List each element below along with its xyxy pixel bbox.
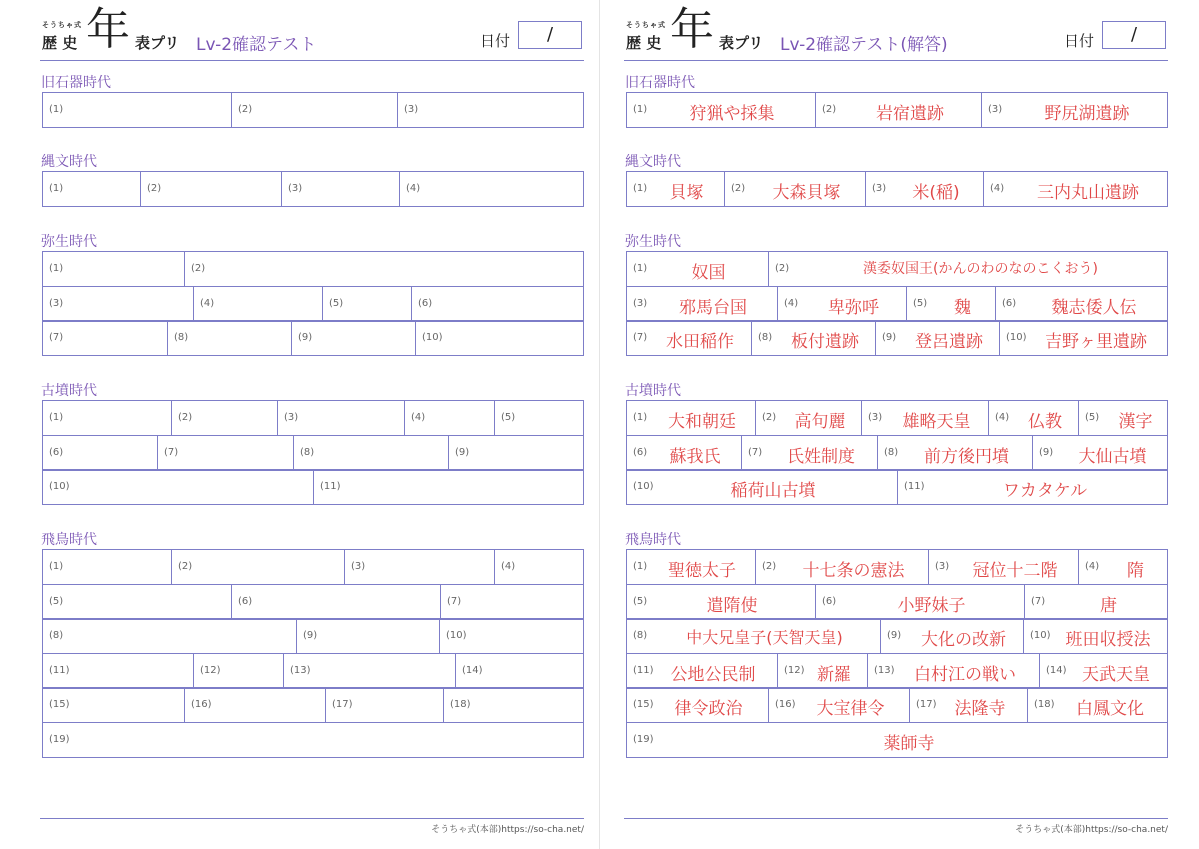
answer-text: 高句麗 [794, 412, 846, 432]
brand-reki: 歴 史 [626, 34, 662, 52]
question-number: (11) [904, 481, 925, 493]
answer-text: 冠位十二階 [972, 561, 1058, 581]
answer-cell[interactable] [880, 619, 1023, 653]
answer-cell[interactable] [724, 172, 865, 206]
answer-cell[interactable] [755, 550, 928, 584]
answer-cell[interactable] [411, 287, 585, 321]
question-number: (1) [633, 104, 648, 115]
question-number: (7) [1031, 595, 1046, 607]
footer-rule [40, 818, 584, 819]
test-title: Lv-2確認テスト(解答) [780, 35, 948, 55]
answer-cell[interactable] [439, 619, 585, 653]
answer-cell[interactable] [627, 321, 751, 355]
answer-text: 奴国 [691, 263, 726, 283]
brand-nen: 年 [86, 4, 130, 55]
question-number: (17) [332, 699, 353, 711]
question-number: (4) [411, 412, 426, 423]
question-number: (4) [784, 297, 799, 309]
question-number: (2) [191, 263, 206, 274]
era-title: 弥生時代 [41, 234, 97, 250]
answer-text: 稲荷山古墳 [730, 481, 816, 502]
answer-cell[interactable] [909, 688, 1027, 722]
question-number: (8) [174, 332, 189, 344]
answer-text: ワカタケル [1002, 481, 1088, 502]
answer-cell[interactable] [865, 172, 983, 206]
question-number: (5) [501, 412, 516, 423]
answer-cell[interactable] [777, 287, 906, 321]
question-number: (2) [731, 183, 746, 194]
answer-text: 魏志倭人伝 [1051, 297, 1137, 318]
answer-sheet [624, 0, 1184, 849]
question-number: (7) [447, 595, 462, 607]
answer-row [626, 251, 1168, 287]
answer-cell[interactable] [627, 401, 755, 435]
footer-credit: そうちゃ式(本部)https://so-cha.net/ [431, 825, 584, 835]
question-number: (11) [320, 481, 341, 493]
answer-cell[interactable] [627, 436, 741, 470]
answer-cell[interactable] [283, 654, 455, 688]
era-title: 縄文時代 [625, 154, 681, 170]
answer-cell[interactable] [741, 436, 877, 470]
answer-text: 卑弥呼 [828, 297, 879, 318]
answer-cell[interactable] [995, 287, 1169, 321]
test-sheet [40, 0, 600, 849]
answer-cell[interactable] [988, 401, 1078, 435]
answer-row [42, 687, 584, 723]
answer-cell[interactable] [281, 172, 399, 206]
question-number: (3) [49, 297, 64, 309]
answer-text: 隋 [1127, 561, 1144, 581]
question-number: (2) [147, 183, 162, 194]
answer-text: 登呂遺跡 [915, 332, 983, 353]
answer-text: 雄略天皇 [902, 412, 971, 432]
answer-cell[interactable] [171, 401, 277, 435]
answer-cell[interactable] [140, 172, 281, 206]
answer-text: 仏教 [1028, 412, 1062, 432]
question-number: (4) [200, 297, 215, 309]
question-number: (1) [49, 412, 64, 423]
era-title: 旧石器時代 [41, 75, 111, 91]
answer-row [42, 469, 584, 505]
answer-cell[interactable] [983, 172, 1169, 206]
answer-cell[interactable] [231, 93, 397, 127]
answer-cell[interactable] [184, 688, 325, 722]
question-number: (9) [455, 446, 470, 458]
answer-cell[interactable] [455, 654, 585, 688]
answer-cell[interactable] [1024, 585, 1169, 619]
answer-cell[interactable] [755, 401, 861, 435]
question-number: (9) [1039, 446, 1054, 458]
answer-row [42, 92, 584, 128]
era-title: 古墳時代 [41, 383, 97, 399]
answer-cell[interactable] [897, 470, 1169, 504]
answer-text: 米(稲) [912, 183, 960, 203]
answer-row [626, 286, 1168, 322]
question-number: (2) [822, 104, 837, 115]
question-number: (5) [913, 297, 928, 309]
question-number: (3) [988, 104, 1003, 115]
question-number: (13) [874, 664, 895, 676]
answer-cell[interactable] [43, 723, 585, 757]
answer-cell[interactable] [184, 252, 585, 286]
question-number: (13) [290, 664, 311, 676]
brand-kana: そうちゃ式 [626, 21, 666, 29]
answer-cell[interactable] [1078, 550, 1169, 584]
question-number: (2) [178, 412, 193, 423]
question-number: (8) [884, 446, 899, 458]
question-number: (18) [450, 699, 471, 711]
answer-cell[interactable] [627, 172, 724, 206]
answer-row [626, 722, 1168, 758]
answer-row [626, 400, 1168, 436]
answer-row [42, 251, 584, 287]
question-number: (7) [164, 446, 179, 458]
answer-cell[interactable] [293, 436, 448, 470]
answer-cell[interactable] [906, 287, 995, 321]
question-number: (12) [784, 664, 805, 676]
answer-row [626, 653, 1168, 689]
answer-cell[interactable] [415, 321, 585, 355]
question-number: (5) [1085, 412, 1100, 423]
question-number: (3) [935, 561, 950, 572]
era-title: 飛鳥時代 [41, 532, 97, 548]
answer-cell[interactable] [448, 436, 585, 470]
question-number: (7) [633, 332, 648, 344]
answer-row [42, 653, 584, 689]
answer-cell[interactable] [399, 172, 585, 206]
answer-text: 小野妹子 [897, 595, 966, 616]
answer-cell[interactable] [193, 654, 283, 688]
answer-text: 唐 [1100, 595, 1117, 616]
answer-cell[interactable] [43, 172, 140, 206]
answer-text: 白村江の戦い [914, 664, 1016, 685]
brand-hyo: 表プリ [719, 34, 764, 52]
answer-cell[interactable] [43, 470, 313, 504]
question-number: (3) [284, 412, 299, 423]
answer-text: 板付遺跡 [791, 332, 859, 353]
answer-cell[interactable] [171, 550, 344, 584]
answer-text: 大宝律令 [816, 699, 885, 720]
question-number: (4) [501, 561, 516, 572]
answer-cell[interactable] [815, 585, 1024, 619]
question-number: (18) [1034, 699, 1055, 711]
answer-row [42, 722, 584, 758]
answer-text: 漢字 [1118, 412, 1153, 432]
answer-cell[interactable] [627, 252, 768, 286]
answer-cell[interactable] [43, 436, 157, 470]
answer-cell[interactable] [43, 321, 167, 355]
answer-cell[interactable] [981, 93, 1169, 127]
answer-text: 大化の改新 [921, 630, 1006, 651]
answer-cell[interactable] [43, 585, 231, 619]
answer-cell[interactable] [43, 654, 193, 688]
question-number: (9) [303, 630, 318, 642]
question-number: (3) [288, 183, 303, 194]
answer-cell[interactable] [231, 585, 440, 619]
question-number: (8) [758, 332, 773, 344]
answer-cell[interactable] [928, 550, 1078, 584]
question-number: (10) [1006, 332, 1027, 344]
answer-text: 魏 [954, 297, 971, 318]
question-number: (6) [633, 446, 648, 458]
answer-cell[interactable] [627, 93, 815, 127]
question-number: (3) [868, 412, 883, 423]
question-number: (4) [1085, 561, 1100, 572]
answer-cell[interactable] [193, 287, 322, 321]
answer-text: 野尻湖遺跡 [1044, 104, 1130, 124]
era-title: 旧石器時代 [625, 75, 695, 91]
answer-cell[interactable] [627, 723, 1169, 757]
question-number: (6) [238, 595, 253, 607]
answer-text: 貝塚 [669, 183, 704, 203]
answer-cell[interactable] [43, 688, 184, 722]
answer-cell[interactable] [43, 287, 193, 321]
question-number: (12) [200, 664, 221, 676]
answer-cell[interactable] [627, 654, 777, 688]
answer-text: 白鳳文化 [1076, 699, 1144, 720]
question-number: (1) [633, 412, 648, 423]
answer-row [626, 687, 1168, 723]
question-number: (10) [633, 481, 654, 493]
question-number: (8) [300, 446, 315, 458]
answer-cell[interactable] [313, 470, 585, 504]
answer-text: 邪馬台国 [679, 297, 747, 318]
answer-row [626, 618, 1168, 654]
answer-cell[interactable] [1039, 654, 1169, 688]
answer-text: 大和朝廷 [668, 412, 736, 432]
question-number: (2) [238, 104, 253, 115]
question-number: (16) [191, 699, 212, 711]
answer-text: 法隆寺 [954, 699, 1006, 720]
question-number: (9) [882, 332, 897, 344]
question-number: (9) [298, 332, 313, 344]
date-field[interactable]: / [518, 21, 582, 49]
question-number: (5) [633, 595, 648, 607]
question-number: (2) [762, 412, 777, 423]
answer-row [42, 320, 584, 356]
answer-cell[interactable] [751, 321, 875, 355]
answer-row [42, 400, 584, 436]
answer-text: 天武天皇 [1082, 664, 1150, 685]
date-label: 日付 [480, 32, 511, 50]
answer-text: 律令政治 [674, 699, 743, 720]
answer-cell[interactable] [1023, 619, 1169, 653]
question-number: (1) [49, 183, 64, 194]
answer-cell[interactable] [815, 93, 981, 127]
answer-cell[interactable] [875, 321, 999, 355]
question-number: (2) [775, 263, 790, 274]
question-number: (4) [995, 412, 1010, 423]
answer-text: 遣隋使 [706, 595, 758, 616]
answer-row [626, 549, 1168, 585]
brand-hyo: 表プリ [135, 34, 180, 52]
question-number: (15) [49, 699, 70, 711]
question-number: (2) [178, 561, 193, 572]
question-number: (6) [418, 297, 433, 309]
answer-cell[interactable] [404, 401, 494, 435]
answer-text: 新羅 [817, 664, 851, 685]
era-title: 弥生時代 [625, 234, 681, 250]
answer-text: 大仙古墳 [1078, 446, 1147, 467]
answer-cell[interactable] [440, 585, 585, 619]
answer-cell[interactable] [777, 654, 867, 688]
question-number: (19) [633, 734, 654, 745]
answer-cell[interactable] [296, 619, 439, 653]
answer-cell[interactable] [768, 252, 1169, 286]
answer-text: 大森貝塚 [772, 183, 841, 203]
answer-text: 岩宿遺跡 [876, 104, 944, 124]
answer-text: 狩猟や採集 [689, 104, 775, 124]
answer-text: 聖徳太子 [668, 561, 736, 581]
answer-row [42, 549, 584, 585]
question-number: (5) [329, 297, 344, 309]
answer-cell[interactable] [43, 550, 171, 584]
question-number: (1) [633, 561, 648, 572]
question-number: (5) [49, 595, 64, 607]
answer-row [42, 584, 584, 620]
answer-cell[interactable] [1027, 688, 1169, 722]
answer-text: 薬師寺 [883, 734, 935, 754]
answer-cell[interactable] [627, 287, 777, 321]
answer-cell[interactable] [627, 688, 768, 722]
question-number: (8) [633, 630, 648, 642]
answer-row [626, 584, 1168, 620]
answer-cell[interactable] [344, 550, 494, 584]
answer-text: 漢委奴国王(かんのわのなのこくおう) [863, 261, 1098, 277]
question-number: (16) [775, 699, 796, 711]
answer-cell[interactable] [43, 401, 171, 435]
question-number: (1) [633, 183, 648, 194]
answer-row [626, 171, 1168, 207]
question-number: (7) [748, 446, 763, 458]
question-number: (1) [49, 263, 64, 274]
answer-cell[interactable] [494, 550, 585, 584]
answer-row [626, 435, 1168, 471]
question-number: (1) [49, 561, 64, 572]
question-number: (8) [49, 630, 64, 642]
date-field[interactable]: / [1102, 21, 1166, 49]
question-number: (6) [49, 446, 64, 458]
answer-text: 公地公民制 [670, 664, 756, 685]
answer-cell[interactable] [867, 654, 1039, 688]
answer-text: 前方後円墳 [924, 446, 1009, 467]
answer-row [42, 286, 584, 322]
answer-row [42, 171, 584, 207]
footer-credit: そうちゃ式(本部)https://so-cha.net/ [1015, 825, 1168, 835]
question-number: (3) [633, 297, 648, 309]
answer-cell[interactable] [277, 401, 404, 435]
question-number: (14) [1046, 664, 1067, 676]
answer-cell[interactable] [627, 619, 880, 653]
brand-kana: そうちゃ式 [42, 21, 82, 29]
answer-text: 十七条の憲法 [802, 561, 905, 581]
answer-text: 吉野ヶ里遺跡 [1045, 332, 1147, 353]
answer-row [42, 618, 584, 654]
header-rule [624, 60, 1168, 61]
answer-text: 氏姓制度 [787, 446, 855, 467]
answer-cell[interactable] [397, 93, 585, 127]
answer-cell[interactable] [627, 585, 815, 619]
question-number: (3) [404, 104, 419, 115]
answer-cell[interactable] [325, 688, 443, 722]
question-number: (6) [822, 595, 837, 607]
answer-cell[interactable] [768, 688, 909, 722]
test-title: Lv-2確認テスト [196, 35, 317, 55]
question-number: (4) [990, 183, 1005, 194]
answer-cell[interactable] [861, 401, 988, 435]
answer-text: 水田稲作 [666, 332, 734, 353]
answer-cell[interactable] [167, 321, 291, 355]
answer-cell[interactable] [627, 470, 897, 504]
sheet-header [40, 4, 584, 62]
answer-cell[interactable] [322, 287, 411, 321]
question-number: (14) [462, 664, 483, 676]
brand-nen: 年 [670, 4, 714, 55]
question-number: (10) [1030, 630, 1051, 642]
answer-cell[interactable] [43, 252, 184, 286]
question-number: (11) [633, 664, 654, 676]
question-number: (3) [351, 561, 366, 572]
answer-cell[interactable] [1032, 436, 1169, 470]
era-title: 縄文時代 [41, 154, 97, 170]
question-number: (7) [49, 332, 64, 344]
answer-cell[interactable] [43, 619, 296, 653]
answer-cell[interactable] [999, 321, 1169, 355]
header-rule [40, 60, 584, 61]
answer-cell[interactable] [43, 93, 231, 127]
question-number: (1) [633, 263, 648, 274]
date-label: 日付 [1064, 32, 1095, 50]
question-number: (9) [887, 630, 902, 642]
question-number: (10) [422, 332, 443, 344]
question-number: (2) [762, 561, 777, 572]
answer-row [42, 435, 584, 471]
question-number: (6) [1002, 297, 1017, 309]
era-title: 飛鳥時代 [625, 532, 681, 548]
answer-cell[interactable] [443, 688, 585, 722]
answer-cell[interactable] [877, 436, 1032, 470]
era-title: 古墳時代 [625, 383, 681, 399]
question-number: (17) [916, 699, 937, 711]
sheet-header [624, 4, 1168, 62]
answer-text: 班田収授法 [1065, 630, 1151, 651]
answer-text: 三内丸山遺跡 [1037, 183, 1139, 203]
answer-row [626, 320, 1168, 356]
question-number: (10) [446, 630, 467, 642]
answer-cell[interactable] [291, 321, 415, 355]
answer-row [626, 469, 1168, 505]
answer-text: 中大兄皇子(天智天皇) [686, 628, 843, 648]
answer-cell[interactable] [157, 436, 293, 470]
answer-text: 蘇我氏 [669, 446, 721, 467]
question-number: (19) [49, 734, 70, 745]
question-number: (3) [872, 183, 887, 194]
question-number: (11) [49, 664, 70, 676]
answer-cell[interactable] [627, 550, 755, 584]
question-number: (10) [49, 481, 70, 493]
brand-reki: 歴 史 [42, 34, 78, 52]
answer-cell[interactable] [494, 401, 585, 435]
answer-cell[interactable] [1078, 401, 1169, 435]
question-number: (1) [49, 104, 64, 115]
answer-row [626, 92, 1168, 128]
footer-rule [624, 818, 1168, 819]
question-number: (4) [406, 183, 421, 194]
question-number: (15) [633, 699, 654, 711]
